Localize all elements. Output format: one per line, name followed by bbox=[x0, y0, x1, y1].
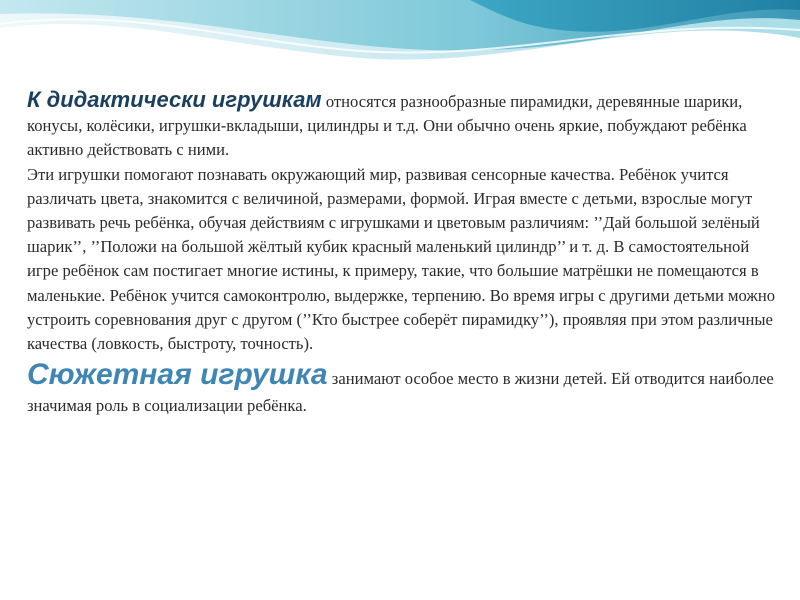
slide-content bbox=[27, 88, 775, 418]
heading-didactic-toys: К дидактически игрушкам bbox=[27, 87, 322, 112]
paragraph-plot-text: занимают особое место в жизни детей. Ей отводится наиболее значимая роль в социализации ребёнка. bbox=[27, 369, 774, 416]
paragraph-didactic-text: относятся разнообразные пирамидки, деревянные шарики, конусы, колёсики, игрушки-вкладыши, цилиндры и т.д. Они обычно очень яркие, побуждают ребёнка активно действовать с ними. bbox=[27, 92, 747, 160]
heading-plot-toy: Сюжетная игрушка bbox=[27, 358, 328, 392]
paragraph-sensory: Эти игрушки помогают познавать окружающий мир, развивая сенсорные качества. Ребёнок учится различать цвета, знакомится с величиной, размерами, формой. Играя вместе с детьми, взрослые могут развивать речь ребёнка, обучая действиям с игрушками и цветовым различиям: ’’Дай большой зелёный шарик’’, ’’Положи на большой жёлтый кубик красный маленький цилиндр’’ и т. д. В самостоятельной игре ребёнок сам постигает многие истины, к примеру, такие, что большие матрёшки не помещаются в маленькие. Ребёнок учится самоконтролю, выдержке, терпению. Во время игры с другими детьми можно устроить соревнования друг с другом (’’Кто быстрее соберёт пирамидку’’), проявляя при этом различные качества (ловкость, быстроту, точность). bbox=[27, 164, 775, 354]
wave-header-decoration bbox=[0, 0, 800, 90]
paragraph-didactic bbox=[27, 88, 775, 163]
paragraph-plot bbox=[27, 356, 775, 418]
